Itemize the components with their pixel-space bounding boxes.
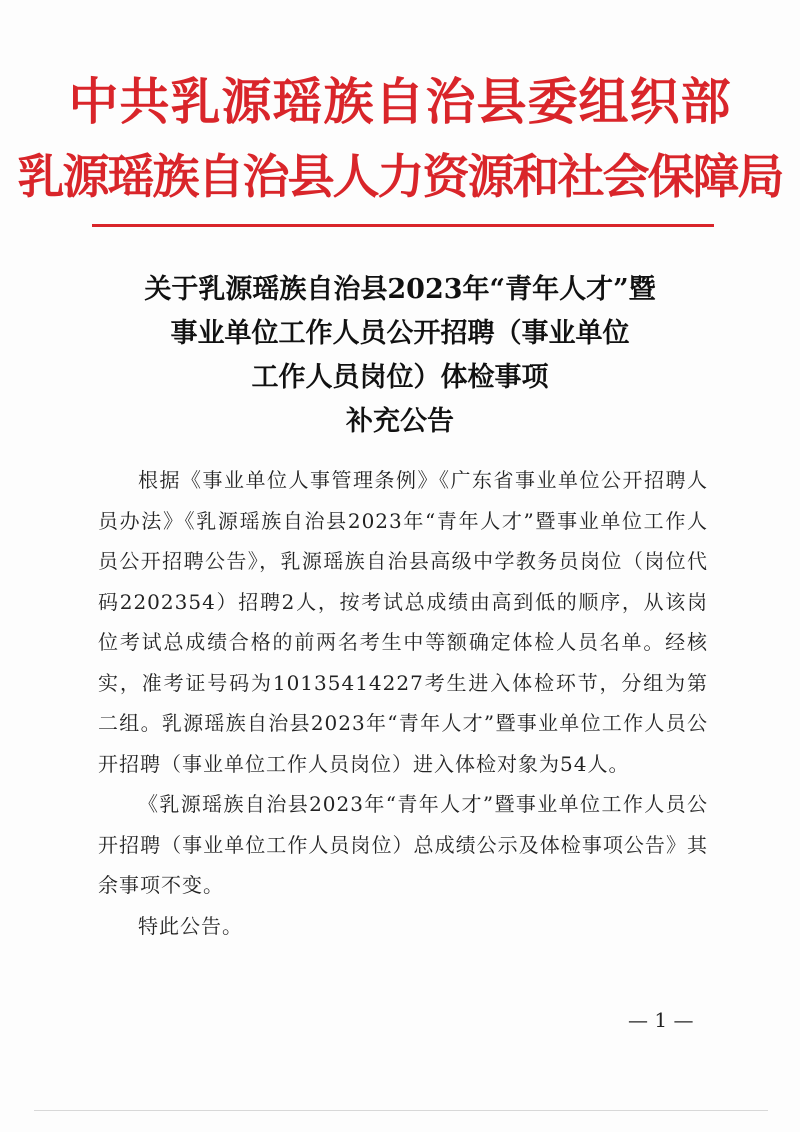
issuer-line-2: 乳源瑶族自治县人力资源和社会保障局 (17, 150, 783, 205)
title-line-4: 补充公告 (346, 406, 454, 437)
body-paragraph-3: 特此公告。 (138, 913, 243, 938)
title-line-1: 关于乳源瑶族自治县2023年“青年人才”暨 (144, 274, 656, 305)
document-body (98, 460, 708, 946)
page-number: — 1 — (628, 1008, 694, 1032)
issuer-line-1: 中共乳源瑶族自治县委组织部 (68, 72, 732, 131)
title-line-2: 事业单位工作人员公开招聘（事业单位 (170, 318, 630, 349)
document-title (0, 268, 800, 444)
red-header-rule (92, 224, 714, 227)
title-line-3: 工作人员岗位）体检事项 (251, 362, 549, 393)
body-paragraph-1: 根据《事业单位人事管理条例》《广东省事业单位公开招聘人员办法》《乳源瑶族自治县2023年“青年人才”暨事业单位工作人员公开招聘公告》，乳源瑶族自治县高级中学教务员岗位（岗位代码2202354）招聘2人，按考试总成绩由高到低的顺序，从该岗位考试总成绩合格的前两名考生中等额确定体检人员名单。经核实，准考证号码为10135414227考生进入体检环节，分组为第二组。乳源瑶族自治县2023年“青年人才”暨事业单位工作人员公开招聘（事业单位工作人员岗位）进入体检对象为54人。 (98, 468, 708, 776)
body-paragraph-2: 《乳源瑶族自治县2023年“青年人才”暨事业单位工作人员公开招聘（事业单位工作人员岗位）总成绩公示及体检事项公告》其余事项不变。 (98, 792, 708, 897)
bottom-edge-rule (34, 1110, 768, 1111)
